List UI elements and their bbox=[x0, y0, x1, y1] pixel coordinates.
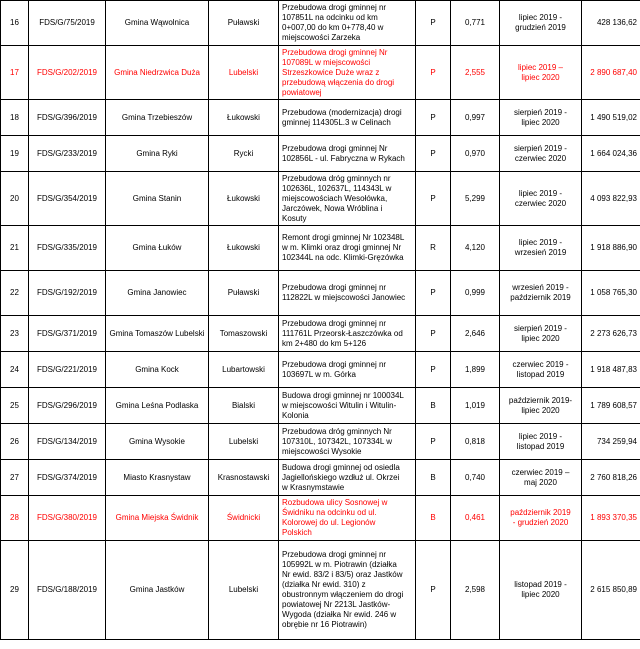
task-description-line: Strzeszkowice Duże wraz z bbox=[282, 67, 380, 77]
county-cell: Lubelski bbox=[209, 541, 279, 640]
road-length-cell: 0,997 bbox=[451, 100, 500, 136]
task-description-line: 0+007,00 do km 0+778,40 w bbox=[282, 23, 384, 32]
reference-number-cell: FDS/G/335/2019 bbox=[29, 226, 106, 271]
realization-period-line: sierpień 2019 - bbox=[514, 107, 567, 117]
table-row bbox=[1, 46, 640, 100]
task-description-line: Przebudowa drogi gminnej nr bbox=[282, 283, 387, 292]
row-number-cell: 25 bbox=[1, 388, 29, 424]
reference-number-cell: FDS/G/188/2019 bbox=[29, 541, 106, 640]
task-description-cell bbox=[279, 136, 416, 172]
realization-period-line: lipiec 2019 - bbox=[518, 238, 563, 247]
row-number-cell: 26 bbox=[1, 424, 29, 460]
applicant-cell: Gmina Janowiec bbox=[106, 271, 209, 316]
road-length-cell: 2,598 bbox=[451, 541, 500, 640]
task-description-cell bbox=[279, 496, 416, 541]
realization-period-line: październik 2019 bbox=[510, 293, 571, 302]
reference-number-cell: FDS/G/192/2019 bbox=[29, 271, 106, 316]
task-description-line: Przebudowa drogi gminnej Nr bbox=[282, 47, 388, 57]
task-description-line: Jagiellońskiego wzdłuż ul. Okrzei bbox=[282, 472, 400, 482]
task-description-line: Remont drogi gminnej Nr 102348L bbox=[282, 233, 405, 242]
task-description-line: w Krasnymstawie bbox=[282, 482, 345, 492]
task-description-line: Jarczówek, Nowa Wróblina i bbox=[282, 203, 383, 213]
task-type-cell: B bbox=[416, 388, 451, 424]
table-row bbox=[1, 424, 640, 460]
task-type-cell: P bbox=[416, 352, 451, 388]
realization-period-line: październik 2019 bbox=[510, 508, 571, 517]
reference-number-cell: FDS/G/396/2019 bbox=[29, 100, 106, 136]
realization-period-cell bbox=[500, 271, 582, 316]
task-description-line: 112822L w miejscowości Janowiec bbox=[282, 293, 406, 302]
task-type-cell: P bbox=[416, 136, 451, 172]
reference-number-cell: FDS/G/134/2019 bbox=[29, 424, 106, 460]
realization-period-cell bbox=[500, 46, 582, 100]
funding-amount-cell: 2 760 818,26 bbox=[582, 460, 640, 496]
applicant-cell: Gmina Niedrzwica Duża bbox=[106, 46, 209, 100]
reference-number-cell: FDS/G/354/2019 bbox=[29, 172, 106, 226]
task-description-line: Przebudowa (modernizacja) drogi bbox=[282, 107, 402, 117]
task-description-line: 111761L Przeorsk-Łaszczówka od bbox=[282, 328, 403, 338]
task-description-line: Przebudowa drogi gminnej nr bbox=[282, 318, 387, 328]
realization-period-cell bbox=[500, 424, 582, 460]
table-row bbox=[1, 172, 640, 226]
task-type-cell: P bbox=[416, 1, 451, 46]
county-cell: Krasnostawski bbox=[209, 460, 279, 496]
reference-number-cell: FDS/G/374/2019 bbox=[29, 460, 106, 496]
task-description-line: 102856L - ul. Fabryczna w Rykach bbox=[282, 153, 405, 163]
task-description-line: miejscowościach Wesołówka, bbox=[282, 193, 388, 203]
task-description-cell bbox=[279, 352, 416, 388]
funding-amount-cell: 428 136,62 bbox=[582, 1, 640, 46]
realization-period-line: lipiec 2020 bbox=[521, 333, 560, 343]
road-length-cell: 2,555 bbox=[451, 46, 500, 100]
realization-period-cell bbox=[500, 352, 582, 388]
table-row bbox=[1, 541, 640, 640]
task-description-line: Kolorowej do ul. Legionów bbox=[282, 518, 376, 527]
funding-amount-cell: 1 789 608,57 bbox=[582, 388, 640, 424]
task-description-line: w miejscowości Witulin i Witulin- bbox=[282, 400, 397, 410]
applicant-cell: Gmina Wąwolnica bbox=[106, 1, 209, 46]
road-length-cell: 0,970 bbox=[451, 136, 500, 172]
funding-amount-cell: 2 890 687,40 bbox=[582, 46, 640, 100]
row-number-cell: 21 bbox=[1, 226, 29, 271]
realization-period-cell bbox=[500, 316, 582, 352]
road-length-cell: 0,771 bbox=[451, 1, 500, 46]
row-number-cell: 17 bbox=[1, 46, 29, 100]
applicant-cell: Miasto Krasnystaw bbox=[106, 460, 209, 496]
reference-number-cell: FDS/G/296/2019 bbox=[29, 388, 106, 424]
county-cell: Puławski bbox=[209, 271, 279, 316]
row-number-cell: 24 bbox=[1, 352, 29, 388]
realization-period-line: listopad 2019 bbox=[516, 369, 565, 379]
reference-number-cell: FDS/G/233/2019 bbox=[29, 136, 106, 172]
task-description-cell bbox=[279, 271, 416, 316]
road-length-cell: 1,899 bbox=[451, 352, 500, 388]
task-description-line: Przebudowa dróg gminnych Nr bbox=[282, 426, 392, 436]
road-length-cell: 2,646 bbox=[451, 316, 500, 352]
task-description-line: Nr ewid. 83/2 i 83/5) oraz Jastków bbox=[282, 570, 403, 579]
applicant-cell: Gmina Ryki bbox=[106, 136, 209, 172]
table-row bbox=[1, 316, 640, 352]
row-number-cell: 16 bbox=[1, 1, 29, 46]
task-description-cell bbox=[279, 172, 416, 226]
table-row bbox=[1, 226, 640, 271]
table-body bbox=[1, 1, 640, 640]
applicant-cell: Gmina Łuków bbox=[106, 226, 209, 271]
task-description-line: obustronnym włączeniem do drogi bbox=[282, 590, 404, 599]
reference-number-cell: FDS/G/75/2019 bbox=[29, 1, 106, 46]
task-type-cell: P bbox=[416, 100, 451, 136]
funding-amount-cell: 1 893 370,35 bbox=[582, 496, 640, 541]
task-description-line: 107851L na odcinku od km bbox=[282, 13, 378, 22]
county-cell: Tomaszowski bbox=[209, 316, 279, 352]
road-length-cell: 0,999 bbox=[451, 271, 500, 316]
task-description-cell bbox=[279, 46, 416, 100]
task-description-line: Przebudowa drogi gminnej nr bbox=[282, 550, 387, 559]
task-description-line: 105992L w m. Piotrawin (działka bbox=[282, 560, 397, 569]
realization-period-line: lipiec 2020 bbox=[521, 117, 560, 127]
row-number-cell: 27 bbox=[1, 460, 29, 496]
applicant-cell: Gmina Kock bbox=[106, 352, 209, 388]
realization-period-cell bbox=[500, 388, 582, 424]
task-description-line: Świdniku na odcinku od ul. bbox=[282, 508, 377, 517]
realization-period-line: listopad 2019 bbox=[516, 441, 565, 451]
table-row bbox=[1, 271, 640, 316]
road-length-cell: 0,461 bbox=[451, 496, 500, 541]
applicant-cell: Gmina Wysokie bbox=[106, 424, 209, 460]
realization-period-cell bbox=[500, 226, 582, 271]
row-number-cell: 20 bbox=[1, 172, 29, 226]
realization-period-line: lipiec 2020 bbox=[521, 72, 560, 82]
table-row bbox=[1, 496, 640, 541]
task-type-cell: P bbox=[416, 424, 451, 460]
realization-period-line: czerwiec 2020 bbox=[514, 153, 567, 163]
task-description-line: gminnej 114305L.3 w Celinach bbox=[282, 117, 391, 127]
applicant-cell: Gmina Tomaszów Lubelski bbox=[106, 316, 209, 352]
county-cell: Lubartowski bbox=[209, 352, 279, 388]
realization-period-line: lipiec 2020 bbox=[521, 590, 560, 599]
applicant-cell: Gmina Stanin bbox=[106, 172, 209, 226]
funding-amount-cell: 734 259,94 bbox=[582, 424, 640, 460]
realization-period-cell bbox=[500, 1, 582, 46]
task-description-line: Budowa drogi gminnej od osiedla bbox=[282, 462, 400, 472]
funding-amount-cell: 1 918 886,90 bbox=[582, 226, 640, 271]
task-type-cell: R bbox=[416, 226, 451, 271]
task-description-line: przebudową włączenia do drogi bbox=[282, 77, 395, 87]
task-description-line: miejscowości Zarzeka bbox=[282, 33, 361, 42]
reference-number-cell: FDS/G/202/2019 bbox=[29, 46, 106, 100]
row-number-cell: 22 bbox=[1, 271, 29, 316]
task-type-cell: P bbox=[416, 271, 451, 316]
table-row bbox=[1, 460, 640, 496]
task-description-line: obrębie nr 16 Piotrawin) bbox=[282, 620, 367, 629]
county-cell: Łukowski bbox=[209, 172, 279, 226]
task-description-cell bbox=[279, 1, 416, 46]
road-length-cell: 0,818 bbox=[451, 424, 500, 460]
reference-number-cell: FDS/G/380/2019 bbox=[29, 496, 106, 541]
applicant-cell: Gmina Trzebieszów bbox=[106, 100, 209, 136]
task-description-line: (działka Nr ewid. 310) z bbox=[282, 580, 366, 589]
task-description-line: 107310L, 107342L, 107334L w bbox=[282, 436, 393, 446]
task-description-cell bbox=[279, 460, 416, 496]
applicant-cell: Gmina Jastków bbox=[106, 541, 209, 640]
task-description-cell bbox=[279, 316, 416, 352]
realization-period-cell bbox=[500, 460, 582, 496]
task-description-line: Budowa drogi gminnej nr 100034L bbox=[282, 390, 404, 400]
task-description-line: Kosuty bbox=[282, 213, 307, 223]
row-number-cell: 23 bbox=[1, 316, 29, 352]
realization-period-line: czerwiec 2019 – bbox=[511, 467, 570, 477]
funding-amount-cell: 2 273 626,73 bbox=[582, 316, 640, 352]
task-type-cell: P bbox=[416, 172, 451, 226]
funding-amount-cell: 1 058 765,30 bbox=[582, 271, 640, 316]
task-description-line: km 2+480 do km 5+126 bbox=[282, 338, 367, 348]
county-cell: Świdnicki bbox=[209, 496, 279, 541]
task-description-line: w m. Klimki oraz drogi gminnej Nr bbox=[282, 243, 402, 252]
task-description-line: Kolonia bbox=[282, 410, 309, 420]
task-description-line: 102636L, 102637L, 114343L w bbox=[282, 183, 392, 193]
road-length-cell: 0,740 bbox=[451, 460, 500, 496]
task-description-cell bbox=[279, 388, 416, 424]
task-description-line: powiatowej bbox=[282, 87, 322, 97]
realization-period-line: lipiec 2020 bbox=[521, 405, 560, 415]
funding-amount-cell: 1 918 487,83 bbox=[582, 352, 640, 388]
task-description-line: miejscowości Wysokie bbox=[282, 446, 362, 456]
realization-period-line: lipiec 2019 - bbox=[518, 13, 563, 22]
realization-period-cell bbox=[500, 172, 582, 226]
realization-period-line: maj 2020 bbox=[524, 477, 557, 487]
road-length-cell: 4,120 bbox=[451, 226, 500, 271]
task-description-line: 103697L w m. Górka bbox=[282, 369, 356, 379]
task-description-line: Przebudowa drogi gminnej nr bbox=[282, 3, 387, 12]
county-cell: Łukowski bbox=[209, 100, 279, 136]
funding-amount-cell: 4 093 822,93 bbox=[582, 172, 640, 226]
task-type-cell: B bbox=[416, 460, 451, 496]
task-description-line: 107089L w miejscowości bbox=[282, 57, 371, 67]
realization-period-line: wrzesień 2019 - bbox=[512, 283, 569, 292]
realization-period-cell bbox=[500, 496, 582, 541]
task-type-cell: P bbox=[416, 541, 451, 640]
road-length-cell: 1,019 bbox=[451, 388, 500, 424]
table-row bbox=[1, 352, 640, 388]
county-cell: Lubelski bbox=[209, 424, 279, 460]
task-description-line: Rozbudowa ulicy Sosnowej w bbox=[282, 498, 388, 507]
table-row bbox=[1, 136, 640, 172]
realization-period-line: sierpień 2019 - bbox=[514, 323, 567, 333]
county-cell: Łukowski bbox=[209, 226, 279, 271]
county-cell: Puławski bbox=[209, 1, 279, 46]
row-number-cell: 18 bbox=[1, 100, 29, 136]
realization-period-line: lipiec 2019 - bbox=[518, 431, 563, 441]
task-description-line: Wygoda (działka Nr ewid. 246 w bbox=[282, 610, 397, 619]
task-description-line: 102344L na odc. Klimki-Gręzówka bbox=[282, 253, 404, 262]
funding-amount-cell: 1 664 024,36 bbox=[582, 136, 640, 172]
task-description-line: Przebudowa dróg gminnych nr bbox=[282, 173, 391, 183]
realization-period-cell bbox=[500, 136, 582, 172]
realization-period-cell bbox=[500, 541, 582, 640]
realization-period-line: czerwiec 2020 bbox=[514, 198, 567, 208]
table-row bbox=[1, 100, 640, 136]
county-cell: Lubelski bbox=[209, 46, 279, 100]
task-type-cell: B bbox=[416, 496, 451, 541]
task-description-line: powiatowej Nr 2213L Jastków- bbox=[282, 600, 391, 609]
row-number-cell: 19 bbox=[1, 136, 29, 172]
realization-period-line: czerwiec 2019 - bbox=[512, 359, 569, 369]
realization-period-line: sierpień 2019 - bbox=[514, 143, 567, 153]
realization-period-cell bbox=[500, 100, 582, 136]
row-number-cell: 29 bbox=[1, 541, 29, 640]
realization-period-line: wrzesień 2019 bbox=[514, 248, 567, 257]
task-type-cell: P bbox=[416, 46, 451, 100]
task-description-cell bbox=[279, 226, 416, 271]
funding-amount-cell: 1 490 519,02 bbox=[582, 100, 640, 136]
realization-period-line: lipiec 2019 – bbox=[518, 62, 563, 72]
task-description-line: Przebudowa drogi gminnej nr bbox=[282, 359, 387, 369]
applicant-cell: Gmina Miejska Świdnik bbox=[106, 496, 209, 541]
applicant-cell: Gmina Leśna Podlaska bbox=[106, 388, 209, 424]
task-description-cell bbox=[279, 100, 416, 136]
table-row bbox=[1, 388, 640, 424]
task-description-cell bbox=[279, 424, 416, 460]
county-cell: Bialski bbox=[209, 388, 279, 424]
realization-period-line: grudzień 2019 bbox=[515, 23, 566, 32]
task-description-line: Polskich bbox=[282, 528, 312, 537]
reference-number-cell: FDS/G/221/2019 bbox=[29, 352, 106, 388]
realization-period-line: październik 2019- bbox=[508, 395, 573, 405]
task-type-cell: P bbox=[416, 316, 451, 352]
road-length-cell: 5,299 bbox=[451, 172, 500, 226]
realization-period-line: lipiec 2019 - bbox=[518, 188, 563, 198]
reference-number-cell: FDS/G/371/2019 bbox=[29, 316, 106, 352]
task-description-line: Przebudowa drogi gminnej Nr bbox=[282, 143, 388, 153]
realization-period-line: listopad 2019 - bbox=[514, 580, 567, 589]
county-cell: Rycki bbox=[209, 136, 279, 172]
realization-period-line: - grudzień 2020 bbox=[512, 518, 569, 527]
task-description-cell bbox=[279, 541, 416, 640]
table-row bbox=[1, 1, 640, 46]
row-number-cell: 28 bbox=[1, 496, 29, 541]
funding-amount-cell: 2 615 850,89 bbox=[582, 541, 640, 640]
